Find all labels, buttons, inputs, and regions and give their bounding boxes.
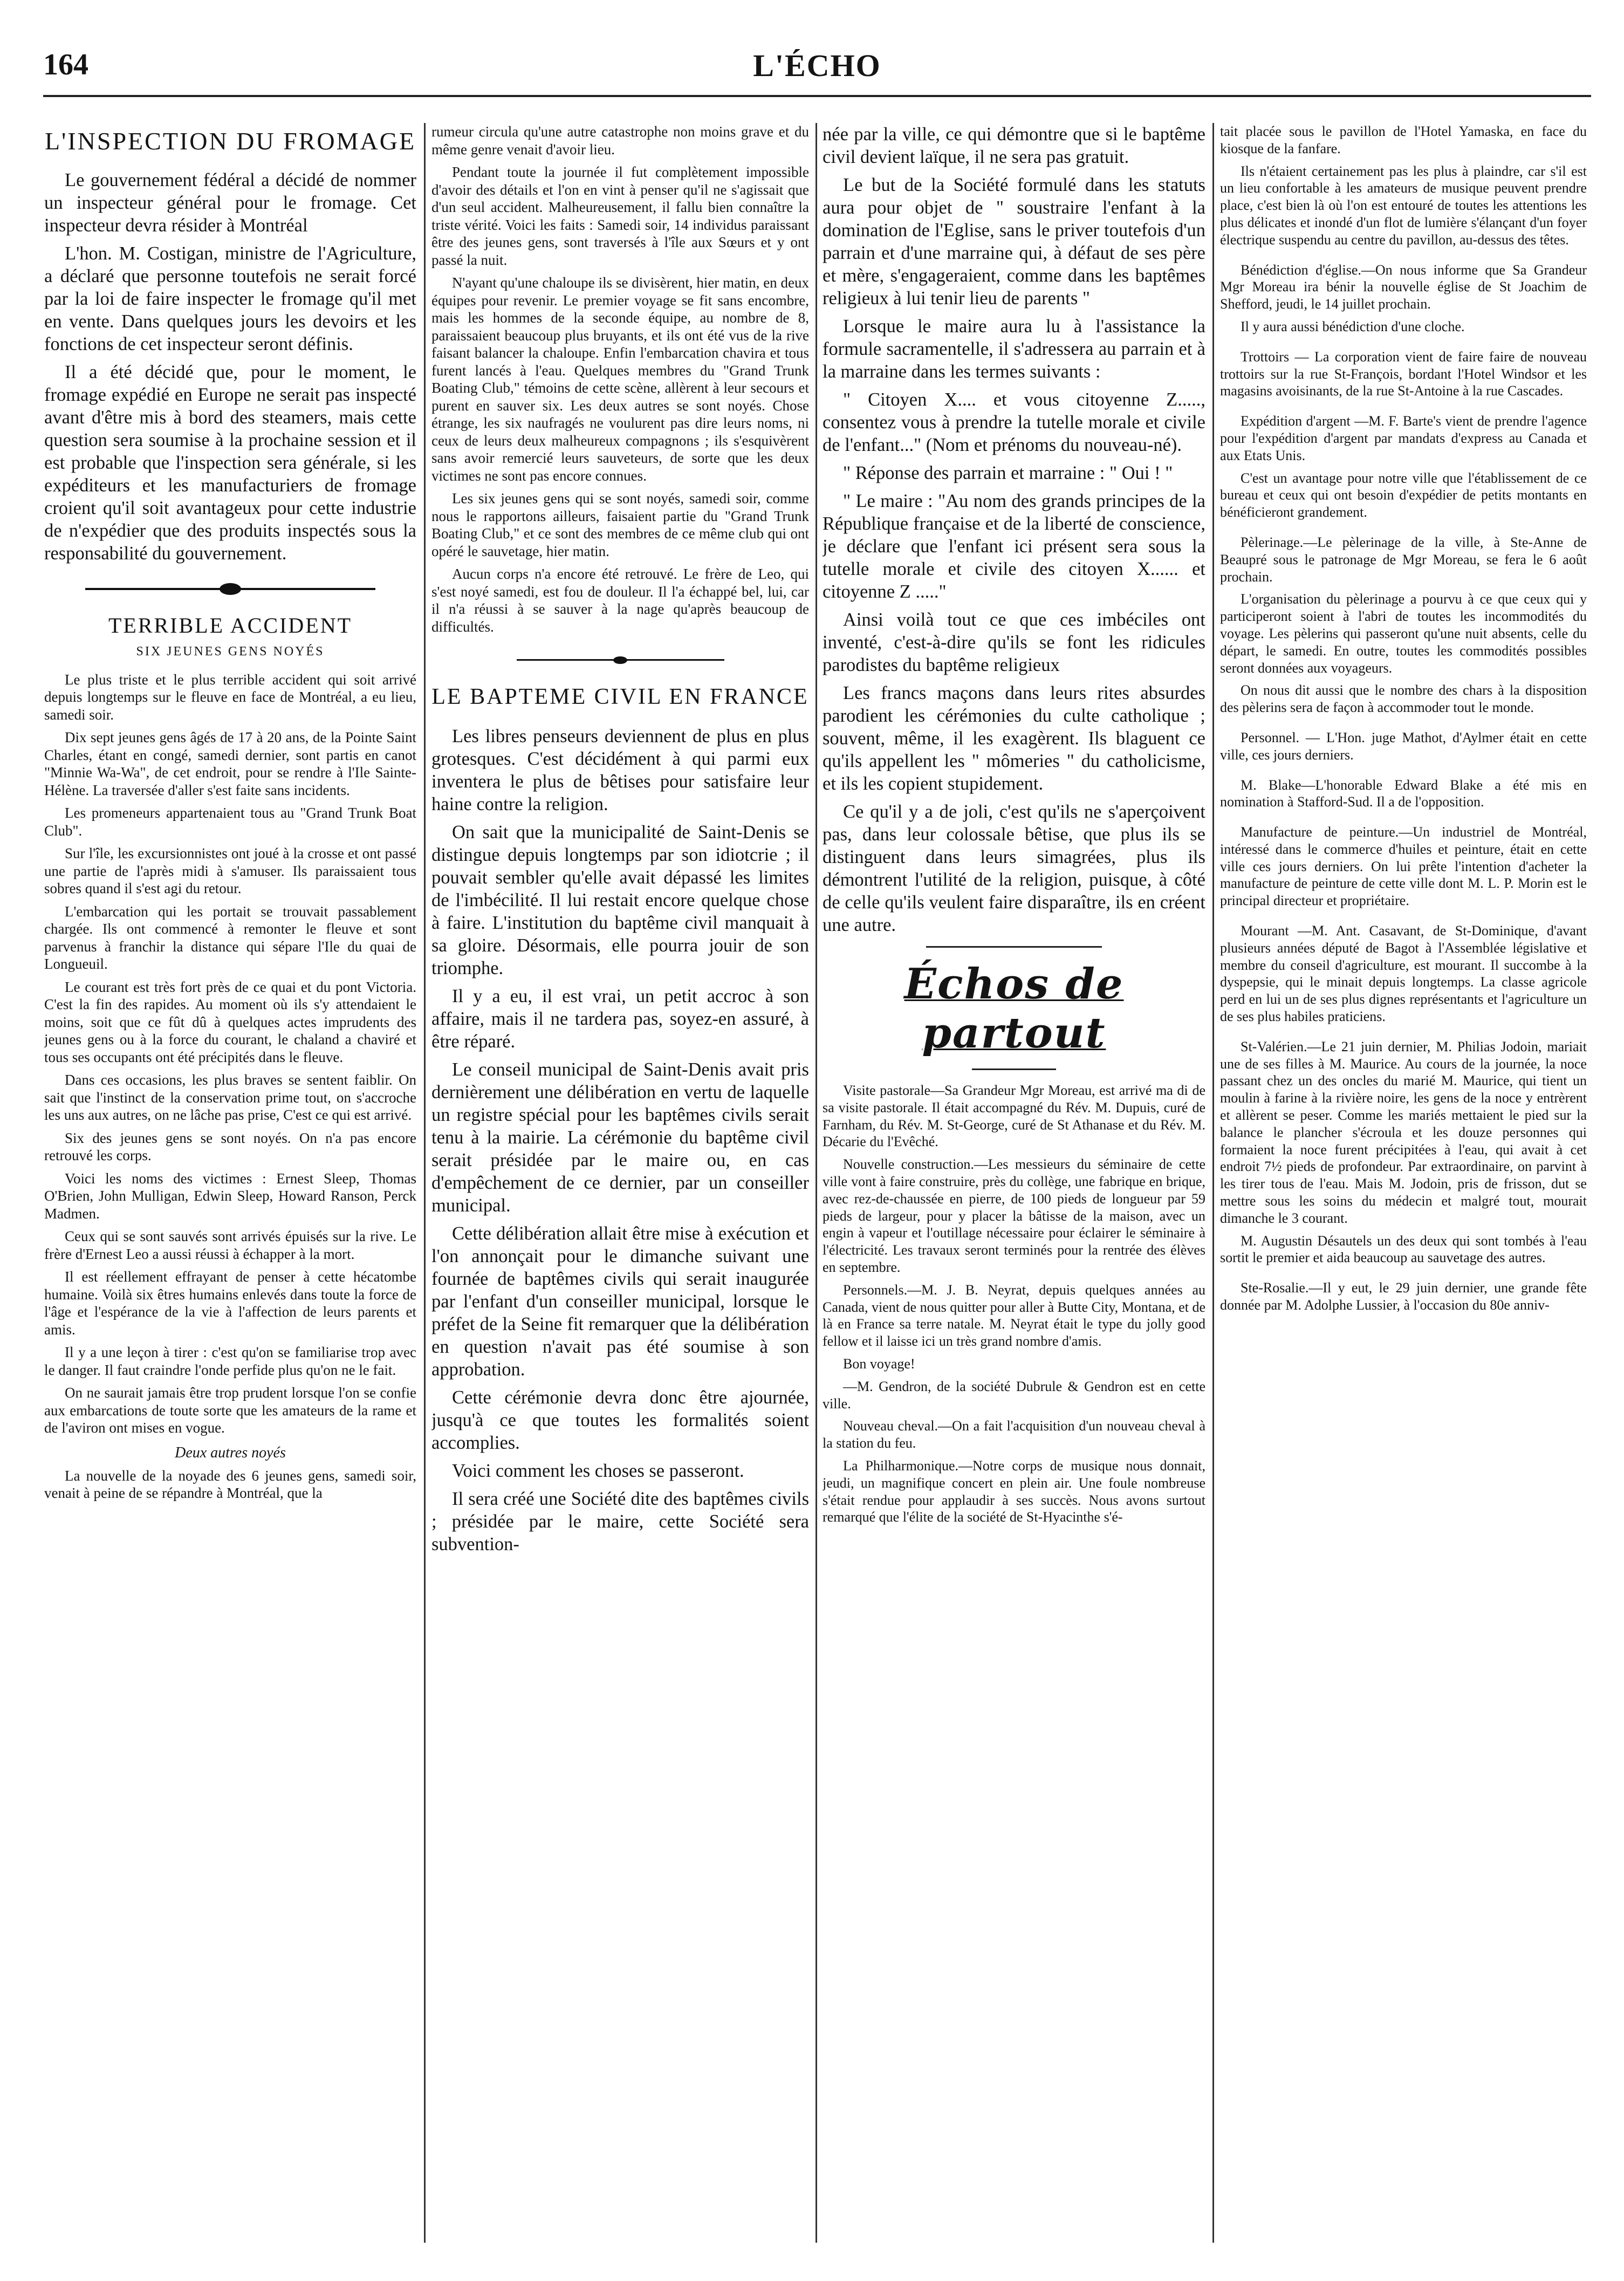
paragraph: " Citoyen X.... et vous citoyenne Z....., consentez vous à prendre la tutelle morale et civile de l'enfant..." (Nom et prénoms du nouveau-né).	[823, 389, 1205, 455]
paragraph: née par la ville, ce qui démontre que si le baptême civil devient laïque, il ne sera pas gratuit.	[823, 124, 1205, 167]
news-brief: Nouveau cheval.—On a fait l'acquisition d'un nouveau cheval à la station du feu.	[823, 1418, 1205, 1451]
ornamental-separator	[85, 577, 375, 601]
paragraph: L'hon. M. Costigan, ministre de l'Agriculture, a déclaré que personne toutefois ne serait forcé par la loi de faire inspecter le fromage qu'il met en vente. Dans quelques jours les devoirs et les fonctions de cet inspecteur seront définis.	[44, 243, 416, 354]
news-briefs	[823, 1082, 1205, 1526]
news-brief: Ste-Rosalie.—Il y eut, le 29 juin dernier, une grande fête donnée par M. Adolphe Lussier, à l'occasion du 80e anniv-	[1220, 1280, 1587, 1313]
news-brief: St-Valérien.—Le 21 juin dernier, M. Philias Jodoin, mariait une de ses filles à M. Maurice. Au cours de la journée, la noce passant chez un des oncles du marié M. Maurice, qui tient un moulin à farine à la rivière noire, les gens de la noce y entrèrent et allèrent se peser. Comme les mariés mettaient le pied sur la balance le plancher s'écroula et les douze personnes qui formaient la noce furent précipitées à l'eau, qui avait à cet endroit 7½ pieds de profondeur. Par extraordinaire, on parvint à les tirer tous de l'eau. Mais M. Jodoin, pris de frisson, dut se mettre sous les soins du médecin et malgré tout, mourait dimanche le 3 courant.	[1220, 1038, 1587, 1226]
news-brief: L'organisation du pèlerinage a pourvu à ce que ceux qui y participeront soient à l'abri de toutes les incommodités du voyage. Les pèlerins qui passeront qu'une nuit absents, celle du départ, le samedi. En outre, toutes les commodités possibles seront données aux voyageurs.	[1220, 591, 1587, 676]
column-rule	[1212, 123, 1214, 2243]
paragraph: Ainsi voilà tout ce que ces imbéciles ont inventé, c'est-à-dire qu'ils se font les ridicules parodistes du baptême religieux	[823, 609, 1205, 675]
news-brief: Visite pastorale—Sa Grandeur Mgr Moreau, est arrivé ma di de sa visite pastorale. Il était accompagné du Rév. M. Dupuis, curé de Farnham, du Rév. M. St-George, curé de St Athanase et du Rév. M. Décarie du l'Evêché.	[823, 1083, 1205, 1150]
paragraph: Dans ces occasions, les plus braves se sentent faiblir. On sait que l'instinct de la conservation prime tout, on s'accroche les uns aux autres, on ne lâche pas prise, C'est ce qui est arrivé.	[44, 1072, 416, 1124]
masthead	[43, 47, 1591, 91]
paragraph: N'ayant qu'une chaloupe ils se divisèrent, hier matin, en deux équipes pour revenir. Le premier voyage se fit sans encombre, mais les hommes de la seconde équipe, au nombre de 8, paraissaient beaucoup plus bruyants, et ils ont été vus de la rive faisant balancer la chaloupe. Enfin l'embarcation chavira et tous furent lancés à l'eau. Quelques membres du "Grand Trunk Boating Club," témoins de cette scène, allèrent à leur secours et purent en sauver six. Les deux autres se sont noyés. Chose étrange, les six naufragés ne voulurent pas dire leurs noms, ni ceux de leurs deux malheureux compagnons ; ils s'esquivèrent sans avoir remercié leurs sauveteurs, de sorte que les deux victimes ne sont pas encore connues.	[431, 275, 809, 484]
news-brief: tait placée sous le pavillon de l'Hotel Yamaska, en face du kiosque de la fanfare.	[1220, 124, 1587, 156]
paragraph: Cette délibération allait être mise à exécution et l'on annonçait pour le dimanche suivant une fournée de baptêmes civils qui serait inaugurée par l'enfant d'un conseiller municipal, lorsque le préfet de la Seine fit remarquer que la délibération en question n'avait pas été soumise à son approbation.	[431, 1223, 809, 1380]
paragraph: On sait que la municipalité de Saint-Denis se distingue depuis longtemps par son idiotcrie ; il pouvait sembler qu'elle avait dépassé les limites de l'imbécilité. Il lui restait encore quelque chose à faire. L'institution du baptême civil manquait à sa gloire. Désormais, elle pourra jouir de son triomphe.	[431, 821, 809, 978]
paragraph: " Le maire : "Au nom des grands principes de la République française et de la liberté de conscience, je déclare que l'enfant ici présent sera sous la tutelle morale et civile des citoyen X...... et citoyenne Z ....."	[823, 491, 1205, 602]
news-brief: Pèlerinage.—Le pèlerinage de la ville, à Ste-Anne de Beaupré sous le patronage de Mgr Moreau, se fera le 6 août prochain.	[1220, 534, 1587, 585]
article-civil-baptism-continued	[823, 123, 1205, 936]
column-4	[1220, 123, 1587, 2243]
column-rule	[424, 123, 426, 2243]
paragraph: On ne saurait jamais être trop prudent lorsque l'on se confie aux embarcations de toute sorte que les amateurs de la rame et de l'aviron ont mises en vogue.	[44, 1385, 416, 1436]
news-brief: Expédition d'argent —M. F. Barte's vient de prendre l'agence pour l'expédition d'argent par mandats d'express au Canada et aux Etats Unis.	[1220, 413, 1587, 463]
article-cheese-inspection	[44, 169, 416, 565]
paragraph: rumeur circula qu'une autre catastrophe non moins grave et du même genre venait d'avoir lieu.	[431, 124, 809, 157]
ornamental-separator	[517, 647, 724, 672]
column-3	[823, 123, 1205, 2243]
article-civil-baptism	[431, 725, 809, 1556]
news-brief: Manufacture de peinture.—Un industriel de Montréal, intéressé dans le commerce d'huiles et peinture, était en cette ville ces jours derniers. On lui prête l'intention d'acheter la manufacture de peinture de cette ville dont M. L. P. Morin est le principal directeur et propriétaire.	[1220, 824, 1587, 909]
news-brief: M. Blake—L'honorable Edward Blake a été mis en nomination à Stafford-Sud. Il a de l'opposition.	[1220, 777, 1587, 810]
page-number: 164	[43, 48, 88, 81]
paragraph: Sur l'île, les excursionnistes ont joué à la crosse et ont passé une partie de l'après midi à s'amuser. Ils paraissaient tous sobres quand il s'est agi du retour.	[44, 845, 416, 897]
article-continuation	[431, 123, 809, 635]
column-1	[44, 123, 416, 2243]
article-title-terrible-accident: TERRIBLE ACCIDENT	[108, 613, 353, 638]
paragraph: Les francs maçons dans leurs rites absurdes parodient les cérémonies du culte catholique ; souvent, même, il les exagèrent. Ils blaguent ce qu'ils appellent les " mômeries " du catholicisme, et ils les copient stupidement.	[823, 683, 1205, 794]
section-title-echos: Échos de partout	[904, 960, 1124, 1058]
article-title-civil-baptism: LE BAPTEME CIVIL EN FRANCE	[431, 684, 809, 709]
news-brief: Trottoirs — La corporation vient de faire faire de nouveau trottoirs sur la rue St-François, bordant l'Hotel Windsor et les magasins avoisinants, de la rue St-Antoine à la rue Cascades.	[1220, 348, 1587, 399]
header-rule	[43, 95, 1591, 97]
news-brief: Personnel. — L'Hon. juge Mathot, d'Aylmer était en cette ville, ces jours derniers.	[1220, 729, 1587, 763]
news-brief: On nous dit aussi que le nombre des chars à la disposition des pèlerins sera de façon à accommoder tout le monde.	[1220, 682, 1587, 716]
paragraph: Ceux qui se sont sauvés sont arrivés épuisés sur la rive. Le frère d'Ernest Leo a aussi réussi à échapper à la mort.	[44, 1228, 416, 1262]
paragraph: " Réponse des parrain et marraine : " Oui ! "	[843, 463, 1173, 483]
paragraph: Voici comment les choses se passeront.	[452, 1460, 744, 1481]
article-kicker: SIX JEUNES GENS NOYÉS	[136, 644, 325, 659]
paragraph: Le conseil municipal de Saint-Denis avait pris dernièrement une délibération en vertu de laquelle un registre spécial pour les baptêmes civils serait tenu à la mairie. La cérémonie du baptême civil serait présidée par le maire ou, en cas d'empêchement de ce dernier, par un conseiller municipal.	[431, 1059, 809, 1216]
news-brief: Mourant —M. Ant. Casavant, de St-Dominique, d'avant plusieurs années député de Bagot à l'Assemblée législative et membre du conseil d'agriculture, est mourant. Il succombe à la dyspepsie, qui le minait depuis longtemps. La classe agricole perd en lui un de ses plus dignes représentants et l'agriculture un de ses plus habiles praticiens.	[1220, 923, 1587, 1025]
news-brief: Personnels.—M. J. B. Neyrat, depuis quelques années au Canada, vient de nous quitter pour aller à Butte City, Montana, et de là en France sa terre natale. M. Neyrat était le type du jolly good fellow et il laisse ici un très grand nombre d'amis.	[823, 1282, 1205, 1350]
paragraph: Le gouvernement fédéral a décidé de nommer un inspecteur général pour le fromage. Cet inspecteur devra résider à Montréal	[44, 169, 416, 236]
paragraph: Aucun corps n'a encore été retrouvé. Le frère de Leo, qui s'est noyé samedi, est fou de douleur. Il l'a échappé bel, lui, car il n'a réussi à se sauver à la nage qu'après beaucoup de difficultés.	[431, 566, 809, 635]
paragraph: Voici les noms des victimes : Ernest Sleep, Thomas O'Brien, John Mulligan, Edwin Sleep, Howard Ranson, Perck Madmen.	[44, 1170, 416, 1222]
paragraph: Lorsque le maire aura lu à l'assistance la formule sacramentelle, il s'adressera au parrain et à la marraine dans les termes suivants :	[823, 316, 1205, 382]
news-brief: Il y aura aussi bénédiction d'une cloche.	[1241, 318, 1465, 334]
news-brief: —M. Gendron, de la société Dubrule & Gendron est en cette ville.	[823, 1378, 1205, 1412]
column-rule	[816, 123, 817, 2243]
paragraph: La nouvelle de la noyade des 6 jeunes gens, samedi soir, venait à peine de se répandre à Montréal, que la	[44, 1467, 416, 1502]
newspaper-title: L'ÉCHO	[753, 48, 881, 83]
article-title-cheese-inspection: L'INSPECTION DU FROMAGE	[44, 127, 416, 155]
paragraph: Cette cérémonie devra donc être ajournée, jusqu'à ce que toutes les formalités soient accomplies.	[431, 1387, 809, 1453]
paragraph: Il est réellement effrayant de penser à cette hécatombe humaine. Voilà six êtres humains enlevés dans toute la force de l'âge et l'espérance de la vie à l'affection de leurs parents et amis.	[44, 1269, 416, 1338]
news-brief: C'est un avantage pour notre ville que l'établissement de ce bureau et ceux qui ont besoin d'expédier de petits montants en bénéficieront grandement.	[1220, 470, 1587, 520]
paragraph: Les libres penseurs deviennent de plus en plus grotesques. C'est décidément à qui parmi eux inventera le plus de bêtises pour satisfaire leur haine contre la religion.	[431, 725, 809, 814]
section-rule	[972, 1068, 1056, 1070]
paragraph: Il y a eu, il est vrai, un petit accroc à son affaire, mais il ne tardera pas, soyez-en assuré, à être réparé.	[431, 985, 809, 1052]
paragraph: Le courant est très fort près de ce quai et du pont Victoria. C'est la fin des rapides. Au moment où ils s'y attendaient le moins, soit que ce fût dû à quelques actes imprudents des jeunes gens ou à la force du courant, le chaland a chaviré et tous ses occupants ont été précipités dans le fleuve.	[44, 978, 416, 1065]
subheading: Deux autres noyés	[175, 1444, 286, 1461]
paragraph: Le but de la Société formulé dans les statuts aura pour objet de " soustraire l'enfant à la domination de l'Eglise, sans le priver toutefois d'un parrain et d'une marraine qui, à défaut de ses père et mère, s'engageraient, comme dans les baptêmes religieux à lui tenir lieu de parents "	[823, 175, 1205, 309]
paragraph: Il y a une leçon à tirer : c'est qu'on se familiarise trop avec le danger. Il faut craindre l'onde perfide plus qu'on ne le fait.	[44, 1344, 416, 1378]
news-brief: Ils n'étaient certainement pas les plus à plaindre, car s'il est un lieu confortable à les amateurs de musique peuvent prendre place, c'est bien là où l'on est entouré de toutes les attentions les plus délicates et inondé d'un flot de lumière s'élançant d'un foyer électrique suspendu au centre du pavillon, au-dessus des têtes.	[1220, 163, 1587, 248]
news-brief: M. Augustin Désautels un des deux qui sont tombés à l'eau sortit le premier et aida beaucoup au sauvetage des autres.	[1220, 1232, 1587, 1266]
news-brief: Bénédiction d'église.—On nous informe que Sa Grandeur Mgr Moreau ira bénir la nouvelle église de St Joachim de Shefford, jeudi, le 14 juillet prochain.	[1220, 262, 1587, 312]
news-brief: La Philharmonique.—Notre corps de musique nous donnait, jeudi, un magnifique concert en plein air. Une foule nombreuse s'était rendue pour applaudir à ses succès. Nous avons surtout remarqué que l'élite de la société de St-Hyacinthe s'é-	[823, 1457, 1205, 1525]
news-briefs	[1220, 123, 1587, 1314]
article-terrible-accident	[44, 671, 416, 1502]
column-2	[431, 123, 809, 2243]
section-rule	[926, 946, 1102, 948]
paragraph: Dix sept jeunes gens âgés de 17 à 20 ans, de la Pointe Saint Charles, étant en congé, samedi dernier, sont partis en canot "Minnie Wa-Wa", de cet endroit, pour se rendre à l'Ile Sainte-Hélène. La traversée d'aller s'est faite sans incidents.	[44, 729, 416, 798]
paragraph: Pendant toute la journée il fut complètement impossible d'avoir des détails et l'on en vint à penser qu'il ne s'agissait que d'un seul accident. Malheureusement, il fallu bien connaître la triste vérité. Voici les faits : Samedi soir, 14 individus paraissant être des jeunes gens, sont traversés à l'île aux Sœurs et y ont passé la nuit.	[431, 164, 809, 268]
news-brief: Bon voyage!	[843, 1355, 915, 1372]
paragraph: Les promeneurs appartenaient tous au "Grand Trunk Boat Club".	[44, 805, 416, 839]
paragraph: Six des jeunes gens se sont noyés. On n'a pas encore retrouvé les corps.	[44, 1129, 416, 1164]
paragraph: Il a été décidé que, pour le moment, le fromage expédié en Europe ne serait pas inspecté avant d'être mis à bord des steamers, mais cette question sera soumise à la prochaine session et il est probable que l'inspection sera générale, si les expéditeurs et les manufacturiers de fromage croient qu'il soit avantageux pour cette industrie de n'expédier que des produits inspectés sous la responsabilité du gouvernement.	[44, 361, 416, 564]
paragraph: Ce qu'il y a de joli, c'est qu'ils ne s'aperçoivent pas, dans leur colossale bêtise, que plus ils se distinguent dans leurs simagrées, plus ils démontrent l'utilité de la religion, puisque, à côté de celle qu'ils veulent faire disparaître, ils en créent une autre.	[823, 802, 1205, 935]
paragraph: Les six jeunes gens qui se sont noyés, samedi soir, comme nous le rapportons ailleurs, faisaient partie du "Grand Trunk Boating Club," et ce sont des membres de ce même club qui ont opéré le sauvetage, hier matin.	[431, 490, 809, 559]
paragraph: Le plus triste et le plus terrible accident qui soit arrivé depuis longtemps sur le fleuve en face de Montréal, a eu lieu, samedi soir.	[44, 671, 416, 723]
news-brief: Nouvelle construction.—Les messieurs du séminaire de cette ville vont à faire construire, près du collège, une fabrique en brique, avec rez-de-chaussée en pierre, de 100 pieds de longueur par 59 pieds de largeur, pour y placer la bâtisse de la maison, avec un engin à vapeur et l'outillage nécessaire pour éclairer le séminaire à l'électricité. Les travaux seront terminés pour la rentrée des élèves en septembre.	[823, 1156, 1205, 1275]
paragraph: Il sera créé une Société dite des baptêmes civils ; présidée par le maire, cette Société sera subvention-	[431, 1488, 809, 1554]
paragraph: L'embarcation qui les portait se trouvait passablement chargée. Ils ont commencé à remonter le fleuve et sont parvenus à franchir la distance qui sépare l'Ile du quai de Longueuil.	[44, 903, 416, 972]
